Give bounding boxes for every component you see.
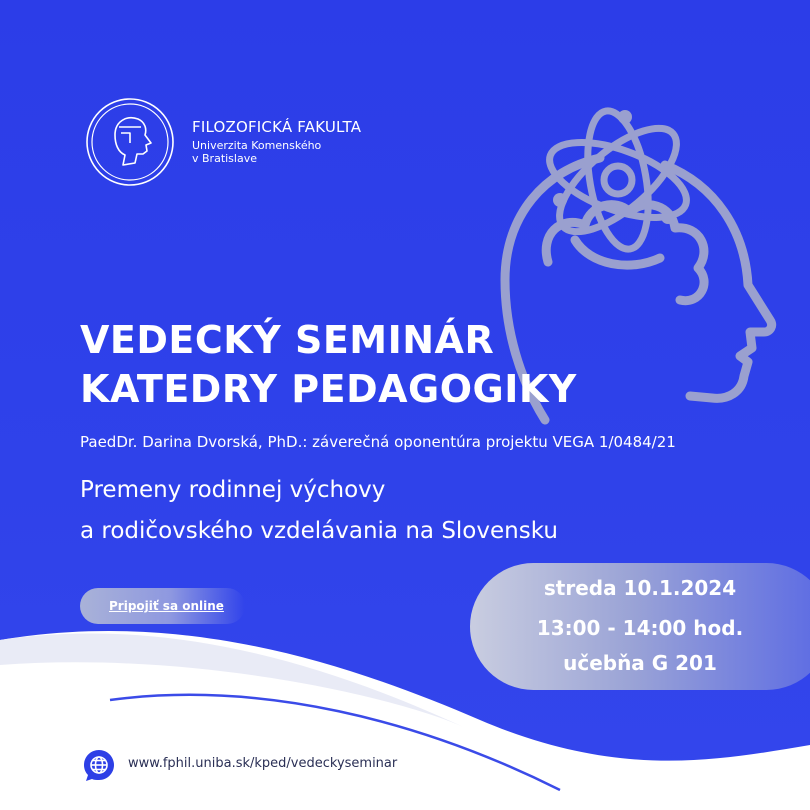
title-line2: KATEDRY PEDAGOGIKY [80, 367, 577, 411]
join-online-label[interactable]: Pripojiť sa online [109, 599, 224, 613]
globe-icon [82, 748, 116, 782]
website-link[interactable]: www.fphil.uniba.sk/kped/vedeckyseminar [128, 756, 398, 771]
university-name-line2: v Bratislave [192, 152, 257, 165]
title-line1: VEDECKÝ SEMINÁR [80, 318, 495, 362]
event-date: streda 10.1.2024 [543, 576, 737, 600]
university-name-line1: Univerzita Komenského [192, 139, 322, 152]
event-room: učebňa G 201 [563, 651, 717, 675]
author-line: PaedDr. Darina Dvorská, PhD.: záverečná oponentúra projektu VEGA 1/0484/21 [80, 433, 676, 451]
join-online-button[interactable] [80, 588, 245, 624]
topic-line1: Premeny rodinnej výchovy [80, 477, 386, 503]
faculty-logo-icon [85, 97, 175, 187]
faculty-name: FILOZOFICKÁ FAKULTA [192, 118, 362, 136]
event-time: 13:00 - 14:00 hod. [536, 616, 744, 640]
topic-line2: a rodičovského vzdelávania na Slovensku [80, 518, 558, 544]
